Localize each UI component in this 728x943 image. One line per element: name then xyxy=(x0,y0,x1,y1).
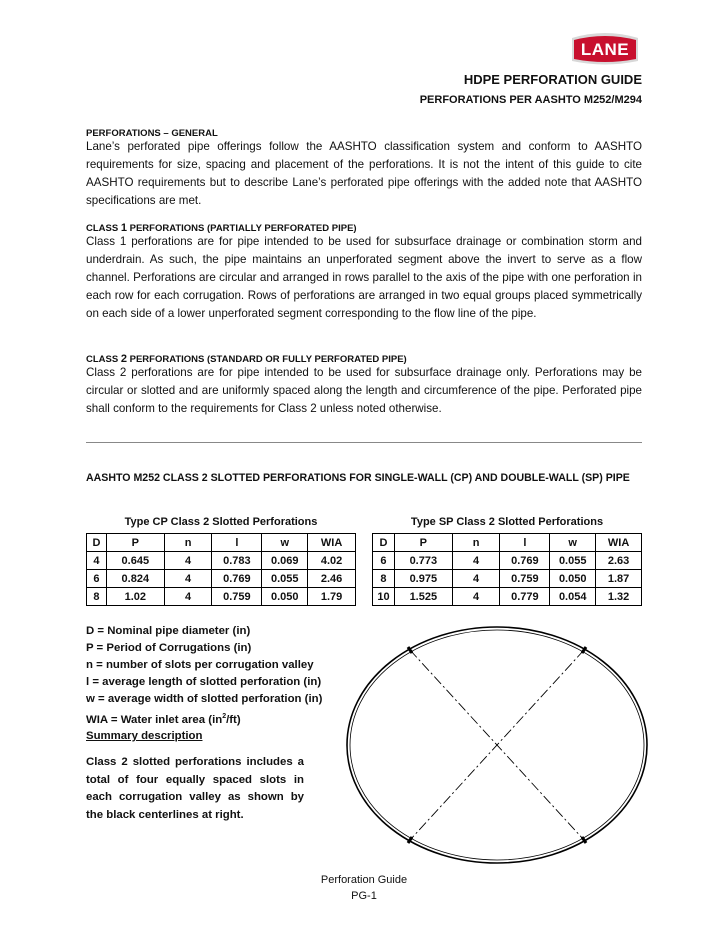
column-header: n xyxy=(164,534,212,552)
table-cell: 0.055 xyxy=(550,552,596,570)
table-cell: 0.783 xyxy=(212,552,262,570)
table-header-row xyxy=(373,534,642,552)
table-cell: 1.02 xyxy=(106,588,164,606)
section-heading-text: PERFORATIONS – GENERAL xyxy=(86,128,218,139)
lane-logo xyxy=(568,32,642,66)
table-row xyxy=(87,570,356,588)
table-cell: 4 xyxy=(164,552,212,570)
table-cell: 0.054 xyxy=(550,588,596,606)
legend-item: P = Period of Corrugations (in) xyxy=(86,642,252,654)
divider xyxy=(86,442,642,443)
table-cell: 0.759 xyxy=(500,570,550,588)
page-number: PG-1 xyxy=(351,890,377,902)
footer-title: Perforation Guide xyxy=(320,874,408,886)
section-body-general: Lane’s perforated pipe offerings follow the AASHTO classification system and conform to AASHTO requirements for size, spacing and placement of the perforations. It is not the intent of this guide to cite AASHTO requirements but to describe Lane’s perforated pipe offerings with the added note that AASHTO specifications are met. xyxy=(86,140,642,207)
table-row xyxy=(373,570,642,588)
legend-wia-superscript: 2 xyxy=(222,713,227,720)
column-header: n xyxy=(452,534,500,552)
heading-part: CLASS xyxy=(86,354,121,365)
column-header: P xyxy=(106,534,164,552)
table-row xyxy=(87,552,356,570)
table-cell: 4 xyxy=(164,570,212,588)
table-cell: 0.773 xyxy=(394,552,452,570)
table-cell: 1.87 xyxy=(596,570,642,588)
table-cell: 6 xyxy=(373,552,395,570)
table-row xyxy=(373,588,642,606)
summary-text: Class 2 slotted perforations includes a total of four equally spaced slots in each corrugation valley as shown by the black centerlines at right. xyxy=(86,756,304,821)
column-header: WIA xyxy=(308,534,356,552)
table-cell: 2.46 xyxy=(308,570,356,588)
table-cell: 0.824 xyxy=(106,570,164,588)
legend-item: n = number of slots per corrugation valley xyxy=(86,659,314,671)
table-cell: 6 xyxy=(87,570,107,588)
table-cell: 4 xyxy=(452,570,500,588)
table-cell: 0.769 xyxy=(500,552,550,570)
column-header: WIA xyxy=(596,534,642,552)
table-cell: 0.055 xyxy=(262,570,308,588)
column-header: l xyxy=(500,534,550,552)
heading-part: PERFORATIONS (STANDARD OR FULLY PERFORATED PIPE) xyxy=(126,354,407,365)
table-cell: 0.759 xyxy=(212,588,262,606)
heading-number: 1 xyxy=(120,222,127,234)
table-cell: 0.975 xyxy=(394,570,452,588)
column-header: l xyxy=(212,534,262,552)
table-cell: 4 xyxy=(87,552,107,570)
legend-wia-text: WIA = Water inlet area (in xyxy=(86,713,223,726)
legend-item: l = average length of slotted perforation (in) xyxy=(86,676,322,688)
legend-item: w = average width of slotted perforation (in) xyxy=(86,693,323,705)
table-cell: 4.02 xyxy=(308,552,356,570)
cp-table-caption: Type CP Class 2 Slotted Perforations xyxy=(124,516,318,528)
column-header: P xyxy=(394,534,452,552)
section-body-class2: Class 2 perforations are for pipe intended to be used for subsurface drainage only. Perforations may be circular or slotted and are uniformly spaced along the length and circumference of the pipe. Perforated pipe shall conform to the requirements for Class 2 unless noted otherwise. xyxy=(86,366,642,415)
logo-text: LANE xyxy=(580,40,630,59)
table-row xyxy=(87,588,356,606)
table-cell: 0.050 xyxy=(262,588,308,606)
table-cell: 1.32 xyxy=(596,588,642,606)
table-cell: 0.050 xyxy=(550,570,596,588)
page-subtitle: PERFORATIONS PER AASHTO M252/M294 xyxy=(419,94,642,106)
column-header: w xyxy=(262,534,308,552)
table-row xyxy=(373,552,642,570)
sp-table xyxy=(372,533,642,606)
legend-wia-unit: /ft) xyxy=(226,713,241,726)
table-cell: 1.79 xyxy=(308,588,356,606)
legend-item-wia xyxy=(86,708,322,729)
legend xyxy=(86,623,322,729)
table-cell: 0.779 xyxy=(500,588,550,606)
section-body-class1: Class 1 perforations are for pipe intended to be used for subsurface drainage or combination storm and underdrain. As such, the pipe maintains an unperforated segment above the invert to serve as a flow channel. Perforations are circular and arranged in rows parallel to the axis of the pipe with one perforation in each row for each corrugation. Rows of perforations are arranged in two equal groups placed symmetrically on each side of a lower unperforated segment corresponding to the flow line of the pipe. xyxy=(86,235,642,320)
column-header: D xyxy=(87,534,107,552)
column-header: D xyxy=(373,534,395,552)
table-cell: 8 xyxy=(373,570,395,588)
table-cell: 2.63 xyxy=(596,552,642,570)
table-header-row xyxy=(87,534,356,552)
table-cell: 1.525 xyxy=(394,588,452,606)
cp-table xyxy=(86,533,356,606)
column-header: w xyxy=(550,534,596,552)
sp-table-caption: Type SP Class 2 Slotted Perforations xyxy=(410,516,604,528)
heading-part: CLASS xyxy=(86,223,121,234)
table-cell: 8 xyxy=(87,588,107,606)
table-cell: 4 xyxy=(164,588,212,606)
table-cell: 10 xyxy=(373,588,395,606)
page-title: HDPE PERFORATION GUIDE xyxy=(463,72,642,87)
summary-heading: Summary description xyxy=(86,730,203,742)
legend-item: D = Nominal pipe diameter (in) xyxy=(86,625,251,637)
table-cell: 0.769 xyxy=(212,570,262,588)
heading-part: PERFORATIONS (PARTIALLY PERFORATED PIPE) xyxy=(126,223,357,234)
heading-number: 2 xyxy=(120,353,127,365)
table-cell: 0.645 xyxy=(106,552,164,570)
table-cell: 4 xyxy=(452,588,500,606)
pipe-cross-section-diagram xyxy=(332,620,652,870)
table-cell: 0.069 xyxy=(262,552,308,570)
table-section-title: AASHTO M252 CLASS 2 SLOTTED PERFORATIONS FOR SINGLE-WALL (CP) AND DOUBLE-WALL (SP) PIPE xyxy=(86,472,630,484)
table-cell: 4 xyxy=(452,552,500,570)
page-footer xyxy=(0,872,728,904)
